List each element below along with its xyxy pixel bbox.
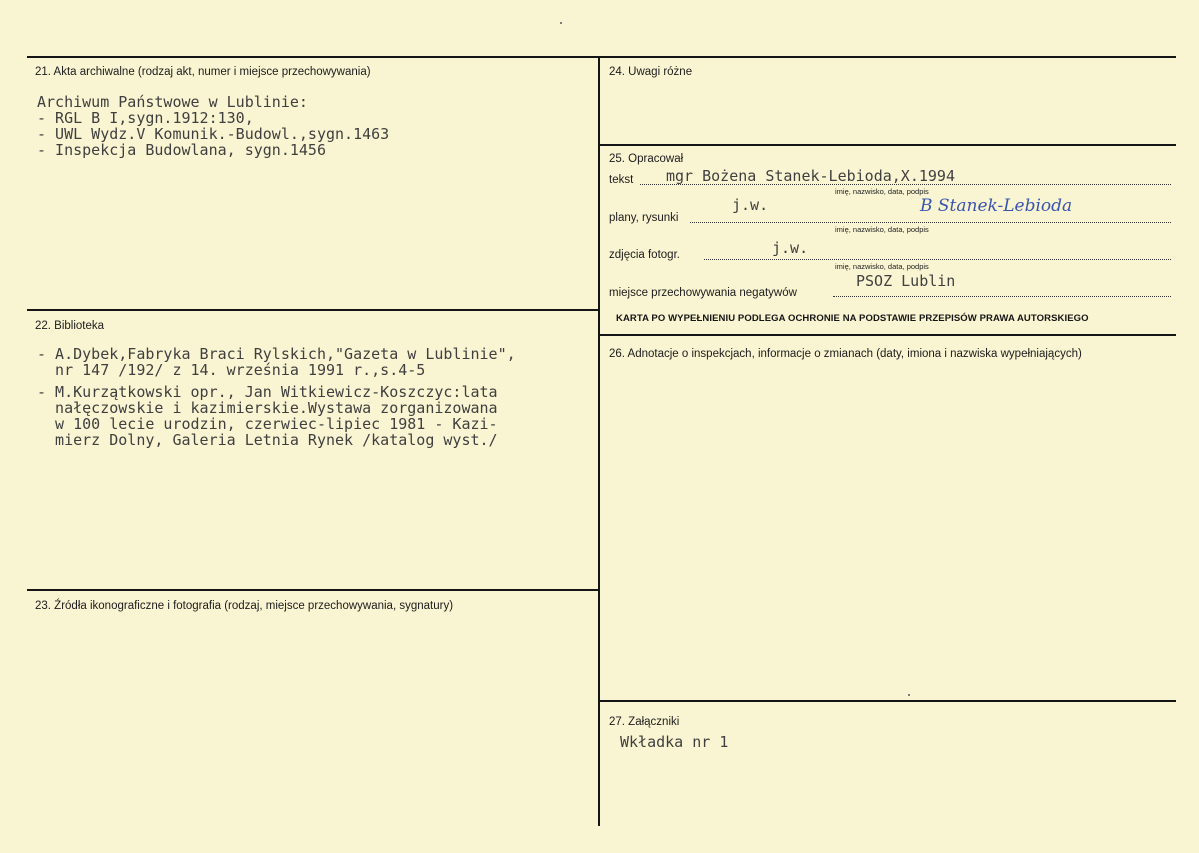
section-25-label: 25. Opracował — [609, 153, 684, 165]
plany-label: plany, rysunki — [609, 212, 679, 224]
library-line: mierz Dolny, Galeria Letnia Rynek /katalog wyst./ — [37, 431, 498, 449]
tekst-value: mgr Bożena Stanek-Lebioda,X.1994 — [666, 167, 955, 185]
miejsce-value: PSOZ Lublin — [856, 272, 956, 290]
tekst-caption: imię, nazwisko, data, podpis — [835, 187, 929, 196]
copyright-notice: KARTA PO WYPEŁNIENIU PODLEGA OCHRONIE NA PODSTAWIE PRZEPISÓW PRAWA AUTORSKIEGO — [616, 313, 1089, 324]
archive-line: Archiwum Państwowe w Lublinie: — [37, 93, 308, 111]
top-border-line — [27, 56, 1176, 58]
section-27-label: 27. Załączniki — [609, 716, 680, 728]
divider-21-22 — [27, 309, 599, 311]
zdjecia-dotted-line — [704, 259, 1171, 260]
miejsce-dotted-line — [833, 296, 1171, 297]
divider-22-23 — [27, 589, 599, 591]
divider-24-25 — [598, 144, 1176, 146]
tekst-label: tekst — [609, 174, 634, 186]
library-line: nałęczowskie i kazimierskie.Wystawa zorganizowana — [37, 399, 498, 417]
library-line: - A.Dybek,Fabryka Braci Rylskich,"Gazeta w Lublinie", — [37, 345, 516, 363]
section-26-label: 26. Adnotacje o inspekcjach, informacje o zmianach (daty, imiona i nazwiska wypełniających) — [609, 348, 1082, 360]
paper-speck — [908, 694, 910, 696]
zdjecia-value: j.w. — [772, 239, 809, 257]
divider-26-27 — [598, 700, 1176, 702]
library-line: - M.Kurzątkowski opr., Jan Witkiewicz-Koszczyc:lata — [37, 383, 498, 401]
section-21-label: 21. Akta archiwalne (rodzaj akt, numer i miejsce przechowywania) — [35, 66, 371, 78]
section-24-label: 24. Uwagi różne — [609, 66, 693, 78]
attachments-value: Wkładka nr 1 — [620, 733, 729, 751]
section-23-label: 23. Źródła ikonograficzne i fotografia (rodzaj, miejsce przechowywania, sygnatury) — [35, 600, 454, 612]
paper-speck — [560, 22, 562, 24]
section-22-label: 22. Biblioteka — [35, 320, 105, 332]
divider-25-26 — [598, 334, 1176, 336]
section-22-library-text — [37, 346, 516, 448]
plany-value: j.w. — [732, 196, 769, 214]
plany-dotted-line — [690, 222, 1171, 223]
plany-caption: imię, nazwisko, data, podpis — [835, 225, 929, 234]
archive-line: - RGL B I,sygn.1912:130, — [37, 109, 254, 127]
archive-line: - Inspekcja Budowlana, sygn.1456 — [37, 141, 326, 159]
miejsce-label: miejsce przechowywania negatywów — [609, 287, 797, 299]
section-21-archive-text — [37, 94, 389, 158]
archive-line: - UWL Wydz.V Komunik.-Budowl.,sygn.1463 — [37, 125, 390, 143]
signature: B Stanek-Lebioda — [920, 196, 1073, 216]
library-line: w 100 lecie urodzin, czerwiec-lipiec 1981 - Kazi- — [37, 415, 498, 433]
center-divider-line — [598, 56, 600, 826]
library-line: nr 147 /192/ z 14. września 1991 r.,s.4-5 — [37, 361, 426, 379]
zdjecia-caption: imię, nazwisko, data, podpis — [835, 262, 929, 271]
zdjecia-label: zdjęcia fotogr. — [609, 249, 680, 261]
